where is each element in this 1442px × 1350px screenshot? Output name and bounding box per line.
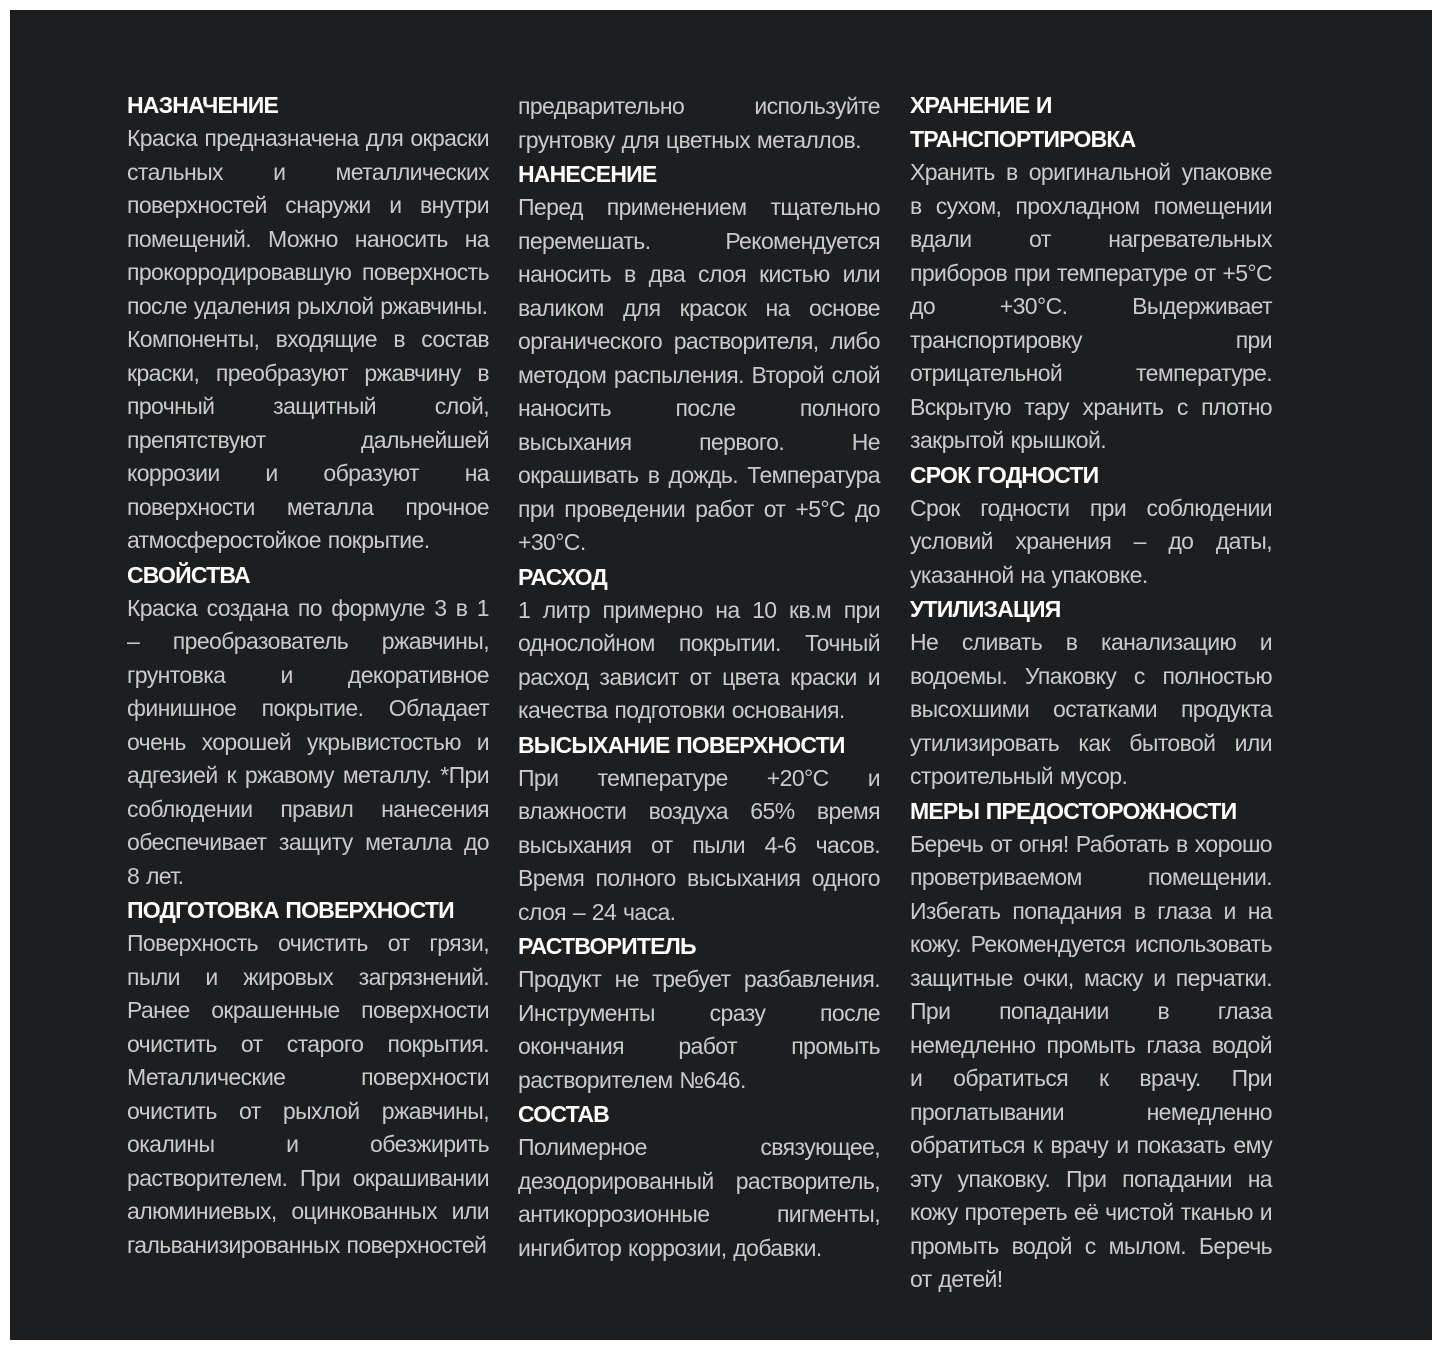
- section-composition: [518, 1097, 880, 1265]
- section-paragraph: Компоненты, входящие в состав краски, преобразуют ржавчину в прочный защитный слой, препятствуют дальнейшей коррозии и образуют на поверхности металла прочное атмосферостойкое покрытие.: [127, 326, 489, 553]
- section-heading: ХРАНЕНИЕ И ТРАНСПОРТИРОВКА: [910, 92, 1136, 152]
- section-heading: НАНЕСЕНИЕ: [518, 161, 657, 187]
- section-drying: [518, 728, 880, 930]
- section-paragraph: Хранить в оригинальной упаковке в сухом, прохладном помещении вдали от нагревательных приборов при температуре от +5°С до +30°С. Выдерживает транспортировку при отрицательной температуре. Вскрытую тару хранить с плотно закрытой крышкой.: [910, 159, 1272, 453]
- text-column-2: [518, 88, 880, 1265]
- text-column-3: [910, 88, 1272, 1297]
- section-precautions: [910, 794, 1272, 1297]
- section-shelf-life: [910, 458, 1272, 593]
- section-paragraph: Продукт не требует разбавления. Инструменты сразу после окончания работ промыть растворителем №646.: [518, 966, 880, 1093]
- section-surface-preparation: [127, 893, 489, 1262]
- section-heading: УТИЛИЗАЦИЯ: [910, 596, 1061, 622]
- section-paragraph: Не сливать в канализацию и водоемы. Упаковку с полностью высохшими остатками продукта утилизировать как бытовой или строительный мусор.: [910, 629, 1272, 789]
- section-heading: ВЫСЫХАНИЕ ПОВЕРХНОСТИ: [518, 731, 845, 758]
- section-heading: РАСХОД: [518, 563, 608, 590]
- section-heading: СОСТАВ: [518, 1101, 609, 1127]
- section-storage: [910, 88, 1272, 458]
- continuation-paragraph: предварительно используйте грунтовку для цветных металлов.: [518, 93, 880, 153]
- section-heading: СВОЙСТВА: [127, 561, 250, 588]
- section-paragraph: Поверхность очистить от грязи, пыли и жировых загрязнений. Ранее окрашенные поверхности очистить от старого покрытия. Металлические поверхности очистить от рыхлой ржавчины, окалины и обезжирить растворителем. При окрашивании алюминиевых, оцинкованных или гальванизированных поверхностей: [127, 930, 489, 1258]
- section-disposal: [910, 592, 1272, 794]
- section-purpose: [127, 88, 489, 558]
- section-heading: РАСТВОРИТЕЛЬ: [518, 933, 696, 959]
- section-paragraph: Перед применением тщательно перемешать. Рекомендуется наносить в два слоя кистью или валиком для красок на основе органического растворителя, либо методом распыления. Второй слой наносить после полного высыхания первого. Не окрашивать в дождь. Температура при проведении работ от +5°С до +30°С.: [518, 194, 880, 555]
- section-paragraph: Беречь от огня! Работать в хорошо проветриваемом помещении. Избегать попадания в глаза и на кожу. Рекомендуется использовать защитные очки, маску и перчатки. При попадании в глаза немедленно промыть глаза водой и обратиться к врачу. При проглатывании немедленно обратиться к врачу и показать ему эту упаковку. При попадании на кожу протереть её чистой тканью и промыть водой с мылом. Беречь от детей!: [910, 830, 1272, 1292]
- text-column-1: [127, 88, 489, 1262]
- section-paragraph: Краска создана по формуле 3 в 1 – преобразователь ржавчины, грунтовка и декоративное финишное покрытие. Обладает очень хорошей укрывистостью и адгезией к ржавому металлу. *При соблюдении правил нанесения обеспечивает защиту металла до 8 лет.: [127, 594, 489, 889]
- section-paragraph: Полимерное связующее, дезодорированный растворитель, антикоррозионные пигменты, ингибитор коррозии, добавки.: [518, 1134, 880, 1261]
- section-consumption: [518, 560, 880, 728]
- section-paragraph: При температуре +20°С и влажности воздуха 65% время высыхания от пыли 4-6 часов. Время полного высыхания одного слоя – 24 часа.: [518, 764, 880, 925]
- section-paragraph: 1 литр примерно на 10 кв.м при однослойном покрытии. Точный расход зависит от цвета краски и качества подготовки основания.: [518, 596, 880, 723]
- section-continuation: [518, 90, 880, 157]
- section-heading: НАЗНАЧЕНИЕ: [127, 92, 279, 118]
- section-solvent: [518, 929, 880, 1097]
- section-properties: [127, 558, 489, 894]
- section-application: [518, 157, 880, 560]
- section-paragraph: Краска предназначена для окраски стальных и металлических поверхностей снаружи и внутри помещений. Можно наносить на прокорродировавшую поверхность после удаления рыхлой ржавчины.: [127, 125, 489, 319]
- section-heading: МЕРЫ ПРЕДОСТОРОЖНОСТИ: [910, 797, 1237, 824]
- section-paragraph: Срок годности при соблюдении условий хранения – до даты, указанной на упаковке.: [910, 494, 1272, 588]
- section-heading: ПОДГОТОВКА ПОВЕРХНОСТИ: [127, 897, 454, 923]
- section-heading: СРОК ГОДНОСТИ: [910, 461, 1099, 488]
